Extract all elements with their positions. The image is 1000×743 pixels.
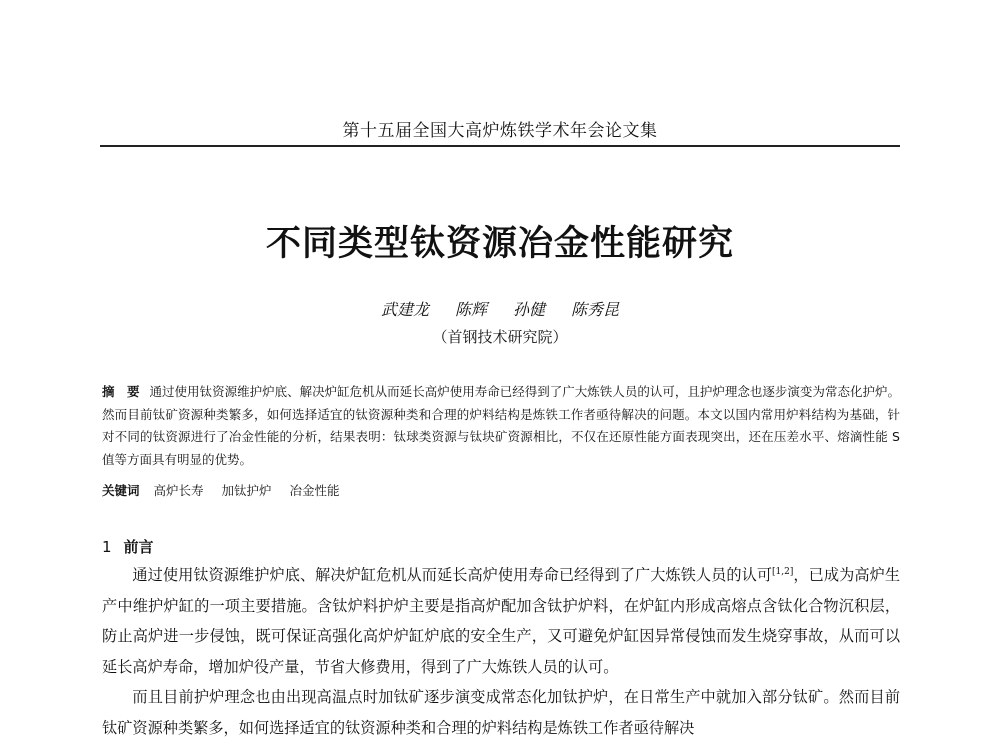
running-header: 第十五届全国大高炉炼铁学术年会论文集 bbox=[342, 121, 658, 141]
paper-title: 不同类型钛资源冶金性能研究 bbox=[265, 224, 734, 264]
section-number: 1 bbox=[102, 538, 112, 556]
abstract-text: 通过使用钛资源维护炉底、解决炉缸危机从而延长高炉使用寿命已经得到了广大炼铁人员的认可，且护炉理念也逐步演变为常态化护炉。然而目前钛矿资源种类繁多，如何选择适宜的钛资源种类和合理的炉料结构是炼铁工作者亟待解决的问题。本文以国内常用炉料结构为基础，针对不同的钛资源进行了冶金性能的分析，结果表明：钛球类资源与钛块矿资源相比，不仅在还原性能方面表现突出，还在压差水平、熔滴性能 S 值等方面具有明显的优势。 bbox=[102, 384, 900, 467]
keyword: 冶金性能 bbox=[289, 483, 340, 498]
paragraph-text: ，已成为高炉生产中维护炉缸的一项主要措施。含钛炉料护炉主要是指高炉配加含钛护炉料，在炉缸内形成高熔点含钛化合物沉积层，防止高炉进一步侵蚀，既可保证高强化高炉炉缸炉底的安全生产，又可避免炉缸因异常侵蚀而发生烧穿事故，从而可以延长高炉寿命，增加炉役产量，节省大修费用，得到了广大炼铁人员的认可。 bbox=[102, 566, 901, 676]
keyword: 高炉长寿 bbox=[153, 483, 204, 498]
author-list bbox=[100, 297, 900, 320]
abstract bbox=[102, 381, 900, 471]
affiliation: （首钢技术研究院） bbox=[432, 328, 568, 346]
citation: [1,2] bbox=[772, 567, 794, 577]
author-name: 孙健 bbox=[513, 300, 546, 319]
section-title: 前言 bbox=[123, 538, 154, 556]
author-name: 陈辉 bbox=[454, 300, 487, 319]
paragraph-text: 通过使用钛资源维护炉底、解决炉缸危机从而延长高炉使用寿命已经得到了广大炼铁人员的认可 bbox=[132, 566, 773, 585]
paragraph: 而且目前护炉理念也由出现高温点时加钛矿逐步演变成常态化加钛护炉，在日常生产中就加入部分钛矿。然而目前钛矿资源种类繁多，如何选择适宜的钛资源种类和合理的炉料结构是炼铁工作者亟待解决 bbox=[102, 688, 900, 737]
header-rule bbox=[100, 145, 900, 147]
body-text bbox=[102, 557, 900, 743]
keyword: 加钛护炉 bbox=[221, 483, 272, 498]
author-name: 武建龙 bbox=[380, 300, 429, 319]
author-name: 陈秀昆 bbox=[571, 300, 620, 319]
keywords bbox=[102, 481, 900, 501]
abstract-label: 摘 要 bbox=[102, 384, 140, 399]
section-heading bbox=[102, 536, 154, 557]
keywords-label: 关键词 bbox=[102, 483, 140, 498]
paragraph bbox=[102, 557, 900, 682]
